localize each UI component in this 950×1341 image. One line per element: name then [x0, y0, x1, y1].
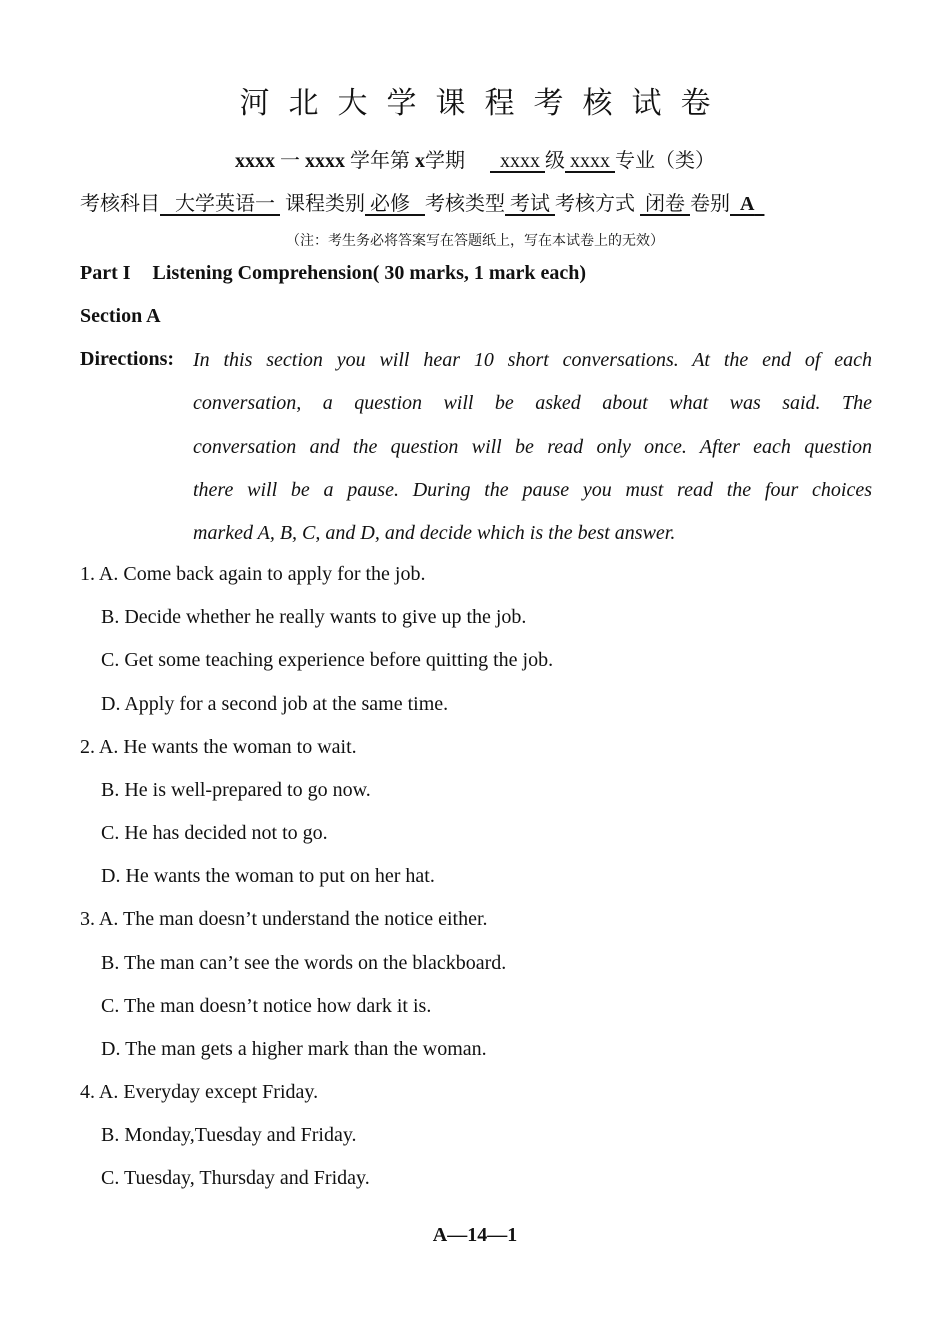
major-field [565, 150, 615, 172]
subject-label: 考核科目 [80, 193, 160, 215]
part-heading [80, 262, 586, 285]
grade-value: xxxx [500, 150, 540, 172]
course-type-label: 课程类别 [285, 193, 365, 215]
year-dash: 一 [280, 150, 300, 172]
section-heading: Section A [80, 305, 161, 327]
exam-note: （注：考生务必将答案写在答题纸上，写在本试卷上的无效） [286, 234, 664, 249]
directions-label: Directions: [80, 348, 175, 370]
paper-label: 卷别 [690, 193, 730, 215]
option-a: A. Everyday except Friday. [98, 1081, 319, 1103]
option-d: D. He wants the woman to put on her hat. [101, 865, 435, 887]
exam-title: 河北大学课程考核试卷 [239, 87, 730, 120]
directions-line: conversation, a question will be asked about what was said. The [193, 392, 872, 415]
directions-line: there will be a pause. During the pause you must read the four choices [193, 478, 872, 501]
option-d: D. The man gets a higher mark than the woman. [101, 1038, 487, 1060]
year-to: xxxx [305, 150, 345, 172]
term-number: x [415, 150, 425, 172]
subject-field [160, 193, 280, 215]
question-3 [80, 908, 488, 931]
question-1 [80, 563, 426, 586]
paper-value: A [740, 193, 755, 215]
exam-method-field [640, 193, 690, 215]
option-b: B. Decide whether he really wants to give up the job. [101, 606, 527, 628]
exam-method-value: 闭卷 [645, 193, 685, 215]
directions-line: In this section you will hear 10 short conversations. At the end of each [193, 349, 872, 371]
question-number: 2. [80, 736, 95, 758]
option-b: B. He is well-prepared to go now. [101, 779, 371, 801]
question-number: 1. [80, 563, 95, 585]
term-info-line [0, 144, 950, 173]
option-d: D. Apply for a second job at the same time. [101, 693, 449, 715]
page-footer: A—14—1 [432, 1224, 518, 1246]
grade-field [490, 150, 545, 172]
course-type-field [365, 193, 425, 215]
option-b: B. The man can’t see the words on the blackboard. [101, 952, 507, 974]
part-title: Listening Comprehension( 30 marks, 1 mark each) [152, 262, 587, 284]
option-c: C. He has decided not to go. [101, 822, 328, 844]
exam-type-label: 考核类型 [425, 193, 505, 215]
course-type-value: 必修 [370, 193, 410, 215]
major-label: 专业（类） [615, 150, 715, 172]
subject-value: 大学英语一 [175, 193, 275, 215]
exam-type-value: 考试 [510, 193, 550, 215]
academic-year-label: 学年第 [350, 150, 410, 172]
paper-field [730, 193, 764, 215]
term-label: 学期 [425, 150, 465, 172]
grade-label: 级 [545, 150, 565, 172]
exam-type-field [505, 193, 555, 215]
directions-line: marked A, B, C, and D, and decide which is the best answer. [193, 522, 676, 545]
exam-info-line [80, 187, 872, 216]
option-a: A. He wants the woman to wait. [98, 736, 357, 758]
option-c: C. Get some teaching experience before quitting the job. [101, 649, 554, 671]
major-value: xxxx [570, 150, 610, 172]
exam-method-label: 考核方式 [555, 193, 635, 215]
option-c: C. The man doesn’t notice how dark it is. [101, 995, 432, 1017]
question-number: 4. [80, 1081, 95, 1103]
year-from: xxxx [235, 150, 275, 172]
option-a: A. Come back again to apply for the job. [98, 563, 426, 585]
directions-text [193, 348, 872, 564]
option-a: A. The man doesn’t understand the notice either. [98, 908, 488, 930]
question-number: 3. [80, 908, 95, 930]
question-4 [80, 1081, 318, 1104]
question-2 [80, 736, 357, 759]
part-label: Part I [80, 262, 131, 284]
option-b: B. Monday,Tuesday and Friday. [101, 1124, 357, 1146]
directions-line: conversation and the question will be read only once. After each question [193, 435, 872, 458]
option-c: C. Tuesday, Thursday and Friday. [101, 1167, 370, 1189]
